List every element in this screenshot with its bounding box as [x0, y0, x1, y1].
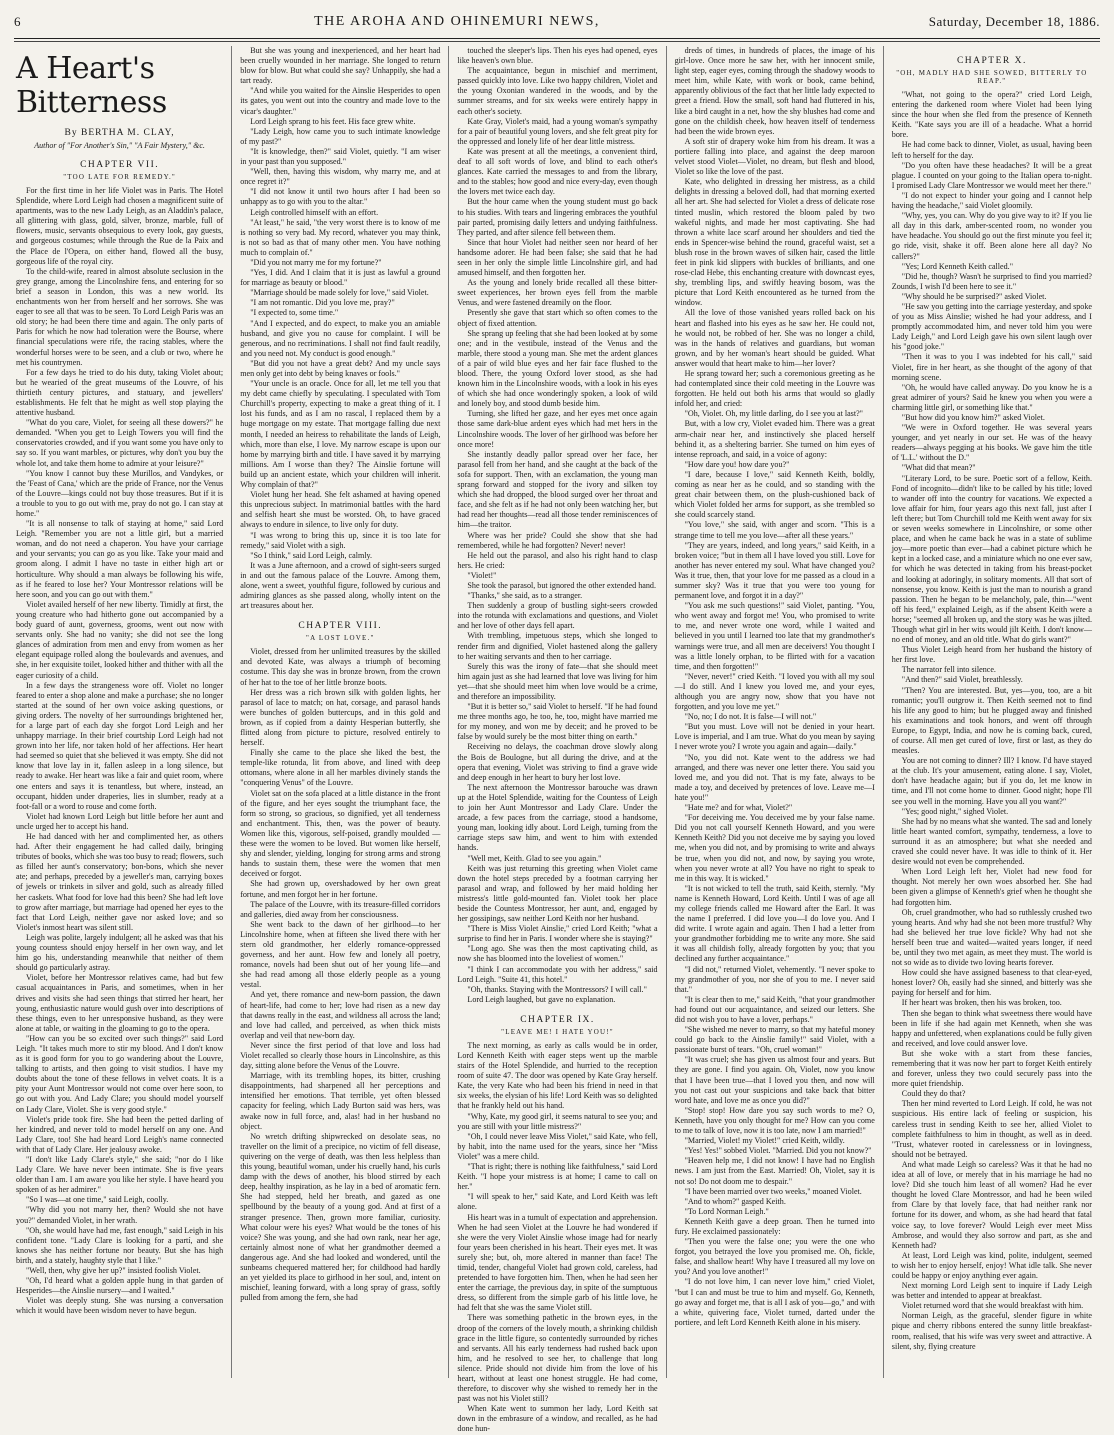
paragraph: But she was young and inexperienced, and her heart had been cruelly wounded in her marriage. She longed to return blow for blow. But what could she say? Unhappily, she had a tart ready.: [240, 46, 441, 86]
paragraph: Violet had known Lord Leigh but little before her aunt and uncle urged her to accept his hand.: [16, 811, 224, 831]
paragraph: "But did you not have a great debt? And my uncle says men only get into debt by being knaves or fools.": [240, 358, 441, 378]
paragraph: "Marriage should be made solely for love," said Violet.: [250, 288, 429, 298]
paragraph: "Well, then, why give her up?" insisted foolish Violet.: [26, 1266, 201, 1276]
paragraph: "Oh, thanks. Staying with the Montressors? I will call.": [467, 984, 647, 994]
paragraph: Lord Leigh sprang to his feet. His face grew white.: [250, 116, 416, 126]
column-2: [231, 46, 448, 1378]
column-2-text-a: [240, 46, 440, 611]
paragraph: "At least," he said, "the very worst there is to know of me is nothing so very bad. My record, whatever you may think, is not so bad as that of many other men. You have nothing much to complain of.": [240, 217, 441, 257]
paragraph: "Yes; good night," sighed Violet.: [901, 806, 1009, 816]
paragraph: But she woke with a start from these fancies, remembering that it was now her part to forget Keith entirely and forever, unless they two could securely pass into the more quiet friendship.: [891, 1048, 1092, 1089]
paragraph: "There is Miss Violet Ainslie," cried Lord Keith; "what a surprise to find her in Paris. I wonder where she is staying?": [457, 924, 658, 944]
paragraph: "You ask me such questions!" said Violet, panting. "You, who went away and forgot me! You, who promised to write to me, and never wrote one word, while I waited and believed in you until I learned too late that my grandmother's warnings were true, and all men are deceivers! You thought I was a little lonely orphan, to be flirted with for a vacation time, and then forgotten!": [674, 601, 875, 671]
paragraph: "I think I can accommodate you with her address," said Lord Leigh. "Suite 41, this hotel.": [457, 964, 658, 984]
paragraph: No wretch drifting shipwrecked on desolate seas, no traveller on the limit of a precipice, no victim of fell disease, quivering on the verge of death, was then less helpless than this young, beautiful woman, under his cruelly hand, his curls damp with the dews of another, his blood stirred by each deep, healthy inspiration, as he lay in a bed of aromatic fern. She had stepped, held her breath, and gazed as one spellbound by the beauty of a young god. And at first of a stranger presence. Then, grown more familiar, curiosity. What colour were his eyes? What would be the tones of his voice? She was young, and she had own rank, near her age, certainly almost none of what her grandmother deemed a dangerous age. And she had looked and wondered, until the sunbeams chequered mattered her; for childhood had hardly an yet yielded its place to girlhood in her soul, and, intent on mischief, leaning forward, with a long spray of grass, softly pulled from among the fern, she had: [240, 1131, 441, 1303]
paragraph: "But you must. Love will not be denied in your heart. Love is imperial, and I am true. What do you mean by saying I never wrote you? I wrote you again and again—daily.": [674, 722, 875, 752]
paragraph: "What, not going to the opera?" cried Lord Leigh, entering the darkened room where Violet had been lying since the hour when she fled from the presence of Kenneth Keith. "Kate says you are ill of a headache. What a horrid bore.: [891, 90, 1092, 140]
byline: By BERTHA M. CLAY,: [64, 128, 175, 138]
paragraph: Violet, before her Montressor relatives came, had but few casual acquaintances in Paris, and sometimes, when in her drives and visits she had seen things that stirred her heart, her young, enthusiastic nature would gush over into descriptions of these things, even to her unresponsive husband, as they were alone at table, or waiting in the gloaming to go to the opera.: [16, 973, 224, 1033]
paragraph: "And while you waited for the Ainslie Hesperides to open its gates, you went out into the country and made love to the vicar's daughter.": [240, 86, 441, 116]
paragraph: "Oh, she would have had me, fast enough," said Leigh in his confident tone. "Lady Clare is looking for a partí, and she knows she has neither fortune nor beauty. But she has high birth, and a stately, haughty style that I like.": [16, 1225, 224, 1265]
paragraph: "No, no; I do not. It is false—I will not.": [684, 712, 817, 722]
paragraph: When Lord Leigh left her, Violet had new food for thought. Not merely her own woes absorbed her. She had been given a glimpse of Kenneth's grief when he thought she had forgotten him.: [891, 867, 1092, 907]
paragraph: "What did that mean?": [901, 463, 976, 473]
paragraph: There was something pathetic in the brown eyes, in the droop of the corners of the lovely mouth, a shrinking childish grace in the little figure, so contentedly surrounded by riches and servants. All his early tenderness had rushed back upon him, and he resolved to see her, to challenge that long silence. Pride should not divide him from the love of his heart, without at least one honest struggle. He had come, therefore, to discover why she wished to remedy her in the past was not his Violet still?: [457, 1313, 658, 1404]
paragraph: He sprang toward her; such a coremonious greeting as he had contemplated since their cold meeting in the Louvre was forgotten. He held out both his arms that would so gladly infold her, and cried:: [674, 369, 875, 409]
paragraph: "It is not wicked to tell the truth, said Keith, sternly. "My name is Kenneth Howard, Lord Keith. Until I was of age all my college friends called me Howard after the Earl. It was the name I preferred. I did love you—I do love you. And I did write. I wrote again and again. Then I had a letter from your grandmother forbidding me to write any more. She said it was all childish folly, already forgotten by you; that you declined any further acquaintance.": [674, 883, 875, 964]
paragraph: Since that hour Violet had neither seen nor heard of her handsome adorer. He had been false; she said that he had seen in her only the simple little Lincolnshire girl, and had amused himself, and then forgotten her.: [457, 237, 658, 278]
paragraph: Presently she gave that start which so often comes to the object of fixed attention.: [457, 308, 658, 328]
paragraph: She had grown up, overshadowed by her own great fortune, and men forgot her in her fortune.: [240, 879, 441, 899]
paragraph: "I do not expect to hinder your going and I cannot help having the headache," said Violet gloomily.: [891, 190, 1092, 211]
paragraph: Lord Leigh laughed, but gave no explanation.: [467, 994, 616, 1004]
paragraph: The narrator fell into silence.: [901, 665, 996, 675]
paragraph: Thus Violet Leigh heard from her husband the history of her first love.: [891, 645, 1092, 665]
paragraph: "No, you did not. Kate went to the address we had arranged, and there was never one letter there. You said you loved me, and you did not. That is my fate, always to be made a toy, and deceived by pretences of love. Leave me—I hate you!": [674, 752, 875, 802]
paragraph: "Then you were the false one; you were the one who forgot, you betrayed the love you promised me. Oh, fickle, false, and shallow heart! Why have I treasured all my love on you? And you love another!": [674, 1237, 875, 1277]
paragraph: Marriage, with its trembling hopes, its bitter, crushing disappointments, had sharpened all her perceptions and intensified her emotions. That terrible, yet often blessed capacity for feeling, which Lady Burton said was hers, was awake now in full force, and, alas! had in her husband no object.: [240, 1071, 441, 1131]
paragraph: "How can you be so excited over such things?" said Lord Leigh. "It takes much more to stir my blood. And I don't know as it is good form for you to go wandering about the Louvre, talking to artists, and then going to visit studios. I have my doubts about the tone of these fellows in velvet coats. It is a pity your Aunt Montressor would not come over here soon, to go out with you. And Lady Clare; you should model yourself on Lady Clare, Violet. She is very good style.": [16, 1033, 224, 1114]
paragraph: She instantly deadly pallor spread over her face, her parasol fell from her hand, and she caught at the back of the sofa for support. Then, with an exclamation, the young man sprang forward and stopped for the ivory and silken toy which she had dropped, the blood surged over her throat and face, and she felt as if he had not only been watching her, but had read her thoughts—read all those tender reminiscences of him—the traitor.: [457, 449, 658, 530]
paragraph: She had by no means what she wanted. The sad and lonely little heart wanted comfort, sympathy, tenderness, a love to surround it as an atmosphere; but what she needed and craved she could never have. It was idle to think of it. Her desire would not even be comprehended.: [891, 816, 1092, 867]
header-rule-thin: [14, 41, 1100, 42]
paragraph: But the hour came when the young student must go back to his studies. With tears and lingering embraces the youthful pair parted, promising daily letters and undying faithfulness. They parted, and after silence fell between them.: [457, 197, 658, 237]
paragraph: Violet, dressed from her unlimited treasures by the skilled and devoted Kate, was always a triumph of becoming costume. This day she was in bronze brown, from the crown of her hat to the toe of her little bronze boots.: [240, 647, 441, 687]
paragraph: He held out the parasol, and also his right hand to clasp hers. He cried:: [457, 550, 658, 570]
paragraph: But, with a low cry, Violet evaded him. There was a great arm-chair near her, and instinctively she placed herself behind it, as a sheltering barrier. She turned on him eyes of intense reproach, and said, in a voice of agony:: [674, 419, 875, 459]
paragraph: "Yes! Yes!" sobbed Violet. "Married. Did you not know?": [684, 1146, 872, 1156]
paragraph: If her heart was broken, then his was broken, too.: [901, 998, 1062, 1008]
paragraph: "I don't like Lady Clare's style," she said; "nor do I like Lady Clare. We have never been intimate. She is five years older than I am. I am aware you like her style. I have heard you spoken of as her admirer.": [16, 1155, 224, 1195]
paragraph: Leigh was polite, largely indulgent; all he asked was that his young countess should enjoy herself in her own way, and let him go his, understanding meanwhile that neither of them should go particularly astray.: [16, 932, 224, 973]
paragraph: "Lady Leigh, how came you to such intimate knowledge of my past?": [240, 126, 441, 146]
page-number: 6: [14, 14, 21, 29]
paragraph: "It is knowledge, then?" said Violet, quietly. "I am wiser in your past than you supposed.": [240, 146, 441, 167]
column-4-text: [675, 46, 875, 1328]
paragraph: dreds of times, in hundreds of places, the image of his girl-love. Once more he saw her, with her innocent smile, light step, eager eyes, coming through the shadowy woods to meet him, while Kate, with work or book, came behind, apparently oblivious of the fact that her little lady expected to greet a friend. How the small, soft hand had fluttered in his, like a bird caught in a net, how the shy blushes had come and gone on the childish cheek, how heaven itself of tenderness had been the wide brown eyes.: [674, 46, 875, 136]
chapter-subtitle: "A LOST LOVE.": [306, 634, 375, 643]
paragraph: You are not coming to dinner? Ill? I know. I'd have stayed at the club. It's your amusement, eating alone. I say, Violet, don't have headache again; but if you do, let me know in time, and I'll not come home to dinner. Good night; hope I'll see you well in the morning. Have you all you want?": [891, 756, 1092, 806]
paragraph: Keith was just returning this greeting when Violet came down the hotel steps preceded by a footman carrying her parasol and wrap, and followed by her maid holding her mistress's little gold-mounted fan. Violet took her place beside the Countess Montressor, her aunt, and, engaged by her gossipings, saw neither Lord Keith nor her husband.: [457, 863, 658, 924]
paragraph: The acquaintance, begun in mischief and merriment, passed quickly into love. Like two happy children, Violet and the young Oxonian wandered in the woods, and by the summer streams, and for six weeks were entirely happy in each other's society.: [457, 66, 658, 116]
paragraph: With trembling, impetuous steps, which she longed to render firm and dignified, Violet hastened along the gallery to her waiting servants and then to her carriage.: [457, 631, 658, 661]
chapter-subtitle: "OH, MADLY HAD SHE SOWED, BITTERLY TO REAP.": [896, 69, 1088, 85]
column-1-text: [16, 186, 223, 1317]
paragraph: The next afternoon the Montressor barouche was drawn up at the Hotel Splendide, waiting for the Countess of Leigh to join her Aunt Montressor and Lady Clare. Under the arcade, a few paces from the carriage, stood a handsome, young man, looking idly about. Lord Leigh, turning from the carriage steps saw him, and went to him with extended hands.: [457, 782, 658, 853]
paragraph: "Do you often have these headaches? It will be a great plague. I counted on your going to the Italian opera to-night. I promised Lady Clare Montressor we would meet her there.": [891, 160, 1092, 190]
paragraph: For the first time in her life Violet was in Paris. The Hotel Splendide, where Lord Leigh had chosen a magnificent suite of apartments, was to the new Lady Leigh, as an Aladdin's palace, all glittering with glass, gold, silver, bronze, marble, full of flowers, music, servants obsequious to every look, gay guests, and gorgeous costumes; while through the Rue de la Paix and the Place de l'Opera, on either hand, flowed all the busy, gorgeous life of the royal city.: [16, 186, 224, 266]
paragraph: "Then? You are interested. But, yes—you, too, are a bit romantic; you'll outgrow it. Then Keith seemed not to find his life any good to him; but he plugged away and finished his examinations and took honors, and went off through Europe, to Egypt, India, and now he is coming back, cured, of course. All men get cured of love, first or last, as they do measles.: [891, 685, 1092, 756]
paragraph: "That is right; there is nothing like faithfulness," said Lord Keith. "I hope your mistress is at home; I came to call on her.": [457, 1162, 658, 1192]
paragraph: Receiving no delays, the coachman drove slowly along the Bois de Boulogne, but all during the drive, and at the opera that evening, Violet was striving to find a grave wide and deep enough in her heart to bury her lost love.: [457, 742, 658, 782]
paragraph: "Why, Kate, my good girl, it seems natural to see you; and you are still with your little mistress?": [457, 1111, 658, 1131]
issue-date: Saturday, December 18, 1886.: [928, 14, 1100, 29]
paragraph: "Well, then, having this wisdom, why marry me, and at once regret it?": [240, 167, 441, 187]
paragraph: His heart was in a tumult of expectation and apprehension. When he had seen Violet at the Louvre he had wondered if she were the very Violet Ainslie whose image had for nearly four years been cherished in his heart. Their eyes met. It was surely she; but, oh, more altered in manner than face! The timid, tender, changeful Violet had grown cold, careless, had pretended to have forgotten him. Then, when he had seen her enter the carriage, the previous day, in spite of the sumptuous dress, so different from the simple garb of his little love, he had felt that she was the same Violet still.: [457, 1212, 658, 1313]
paragraph: "I do not love him, I can never love him," cried Violet, "but I can and must be true to him and myself. Go, Kenneth, go away and forget me, that is all I ask of you—go," and with a white, quivering face, Violet turned, darted under the portiere, and left Lord Kenneth Keith alone in his misery.: [674, 1277, 875, 1327]
chapter-heading: CHAPTER IX.: [520, 1014, 595, 1025]
paragraph: "And to whom?" gasped Keith.: [684, 1196, 786, 1206]
masthead: [14, 10, 1100, 34]
paragraph: "And I expected, and do expect, to make you an amiable husband, and give you no cause for complaint. I will be generous, and no recriminations. I shall not find fault readily, and you need not. My conduct is good enough.": [240, 318, 441, 358]
paragraph: "I will speak to her," said Kate, and Lord Keith was left alone.: [457, 1192, 658, 1212]
paragraph: Violet availed herself of her new liberty. Timidly at first, the young creature who had hitherto gone out accompanied by a body guard of aunt, governess, grooms, went out now with servants only. She had no vanity; she did not see the long glances of admiration from men and envy from women as her elegant equipage rolled along the boulevards and avenues, and she, in her exquisite toilet, looked hither and thither with all the eager curiosity of a child.: [16, 599, 224, 680]
paragraph: He had come back to dinner, Violet, as usual, having been left to herself for the day.: [891, 140, 1092, 160]
columns: [14, 46, 1100, 1434]
paragraph: "To Lord Norman Leigh.": [684, 1206, 769, 1216]
paragraph: "I am not romantic. Did you love me, pray?": [250, 298, 395, 308]
paragraph: Her dress was a rich brown silk with golden lights, her parasol of lace to match; on hat, corsage, and parasol hands were bunches of golden buttercups, and in this gold and brown, as if copied from a dainty Hesperian butterfly, she flitted along from picture to picture, resolved entirely to herself.: [240, 687, 441, 748]
paragraph: It was a June afternoon, and a crowd of sight-seers surged in and out the famous palace of the Louvre. Among them, alone, went a sweet, youthful figure, followed by curious and admiring glances as she passed along, wholly intent on the art treasures about her.: [240, 560, 441, 611]
paragraph: Kate was present at all the meetings, a convenient third, deaf to all soft words of love, and blind to each other's glances. Kate carried the messages to and from the library, and to the stables; how good and nice every-day, even though the lovers met twice each day.: [457, 146, 658, 197]
paragraph: "They are years, indeed, and long years," said Keith, in a broken voice; "but in them all I have loved you still. Love for another has never entered my soul. What have changed you? Was it true, then, that your love for me passed as a cloud in a summer sky? Was it true that you were too young for permanent love, and forgot it in a day?": [674, 540, 875, 601]
paragraph: "We were in Oxford together. He was several years younger, and yet nearly in our set. He was of the heavy readers—always pegging at his books. We gave him the title of 'L.L.' without the D.": [891, 423, 1092, 463]
paragraph: When Kate went to summon her lady, Lord Keith sat down in the embrasure of a window, and recalled, as he had done hun-: [457, 1404, 658, 1434]
paragraph: "For deceiving me. You deceived me by your false name. Did you not call yourself Kenneth Howard, and you were Kenneth Keith? Did you not deceive me by saying you loved me, when you did not, and by promising to write and always be true, when you did not, and now, by saying you wrote, when you never wrote at all? You have no right to speak to me in this way. It is wicked.": [674, 813, 875, 883]
author-works: Author of "For Another's Sin," "A Fair Mystery," &c.: [34, 141, 205, 150]
column-3-text-b: [457, 1041, 657, 1435]
paragraph: The next morning, as early as calls would be in order, Lord Kenneth Keith with eager steps went up the marble stairs of the Hotel Splendide, and hurried to the reception room of suite 47. The door was opened by Kate Gray herself. Kate, the very Kate who had been his friend in need in that six weeks, the elysian of his life! Lord Keith was so delighted that he frankly held out his hand.: [457, 1040, 658, 1111]
paragraph: For a few days he tried to do his duty, taking Violet about; but he wearied of the great museums of the Louvre, of his thirtieth century pictures, and statuary, and jewellers' establishments. He felt that he might as well stop playing the attentive husband.: [16, 367, 224, 418]
paragraph: "He saw you getting into the carriage yesterday, and spoke of you as Miss Ainslie; wished he had your address, and I promptly accommodated him, and never told him you were Lady Leigh," and Lord Leigh gave his own silent laugh over his "good joke.": [891, 301, 1092, 352]
paragraph: "You love," she said, with anger and scorn. "This is a strange time to tell me you love—after all these years.": [674, 520, 875, 540]
paragraph: "I was wrong to bring this up, since it is too late for remedy," said Violet with a sigh.: [240, 530, 441, 550]
paragraph: "So I think," said Lord Leigh, calmly.: [250, 550, 373, 560]
paragraph: Kate Gray, Violet's maid, had a young woman's sympathy for a pair of beautiful young lovers, and she felt great pity for the oppressed and lonely life of her dear little mistress.: [457, 116, 658, 146]
paragraph: "Violet!": [467, 570, 497, 580]
paragraph: At least, Lord Leigh was kind, polite, indulgent, seemed to wish her to enjoy herself, enjoy! What idle talk. She never could be happy or enjoy anything ever again.: [891, 1250, 1092, 1280]
paragraph: "Yes; Lord Kenneth Keith called.": [901, 261, 1014, 271]
paragraph: "Well met, Keith. Glad to see you again.": [467, 853, 602, 863]
paragraph: "Long ago. She was then the most captivating child, as now she has bloomed into the loveliest of women.": [457, 944, 658, 964]
paragraph: "Yes, I did. And I claim that it is just as lawful a ground for marriage as beauty or blood.": [240, 268, 441, 288]
chapter-subtitle: "LEAVE ME! I HATE YOU!": [501, 1027, 614, 1036]
paragraph: Violet's pride took fire. She had been the petted darling of her kindred, and never told to model herself on any one. And Lady Clare, too! She had heard Lord Leigh's name connected with that of Lady Clare. Her jealousy awoke.: [16, 1114, 224, 1154]
paragraph: "Stop! stop! How dare you say such words to me? O, Kenneth, have you only thought for me? How can you come to me to talk of love, now it is too late, now I am married!": [674, 1105, 875, 1136]
paragraph: All the love of those vanished years rolled back on his heart and flashed into his eyes as he saw her. He could not, he would not, be robbed of her. She was no longer a child, was in the hands of relatives and guardians, but woman grown, and by her woman's heart should be guided. What answer would that heart make to him—her lover?: [674, 308, 875, 368]
paragraph: Leigh controlled himself with an effort.: [250, 207, 379, 217]
paragraph: "You know I cannot buy these Murillos, and Vandykes, or the 'Feast of Cana,' which are the pride of France, nor the Venus of the Louvre—kings could not buy those treasures. But if it is a trouble to you to go out with me, pray do not go. I can stay at home.": [16, 468, 224, 518]
paragraph: "Oh, I'd heard what a golden apple hung in that garden of Hesperides—the Ainslie nursery—and I waited.": [16, 1276, 224, 1296]
paragraph: Surely this was the irony of fate—that she should meet him again just as she had learned that love was living for him yet—that she should meet him when love would be a crime, and therefore an impossibility.: [457, 661, 658, 701]
newspaper-title: THE AROHA AND OHINEMURI NEWS,: [314, 14, 600, 29]
paragraph: "I dare, because I love," said Kenneth Keith, boldly, coming as near her as he could, and so standing with the great chair between them, on the plush-cushioned back of which Violet folded her arms for support, as she trembled so she could scarcely stand.: [674, 469, 875, 520]
paragraph: How could she have assigned baseness to that clear-eyed, honest lover? Oh, easily had she sinned, and bitterly was she paying for herself and for him.: [891, 968, 1092, 998]
paragraph: "Did you not marry me for my fortune?": [250, 257, 382, 267]
paragraph: "But it is better so," said Violet to herself. "If he had found me three months ago, he too, he, too, might have married me for my money, and won me by deceit; and he proved to be false by would surely be the most bitter thing on earth.": [457, 702, 658, 742]
paragraph: "Oh, he would have called anyway. Do you know he is a great admirer of yours? Said he knew you when you were a charming little girl, or something like that.": [891, 382, 1092, 412]
paragraph: "Why should he be surprised?" asked Violet.: [901, 291, 1047, 301]
column-1: [14, 46, 231, 1378]
column-3: [448, 46, 665, 1434]
paragraph: "And then?" said Violet, breathlessly.: [901, 675, 1023, 685]
paragraph: As the young and lonely bride recalled all these bitter-sweet experiences, her brown eyes fell from the marble Venus, and were fastened dreamily on the floor.: [457, 278, 658, 308]
paragraph: In a few days the strangeness wore off. Violet no longer feared to enter a shop alone and make a purchase; she no longer started at the sound of her own voice asking questions, or giving orders. The novelty of her surroundings brightened her, for a large part of each day she forgot Lord Leigh and her unhappy marriage. In their brief courtship Lord Leigh had not grown into her life, nor taken hold of her affections. Her heart had seemed so quiet that she believed it was empty. She did not know that love lay in it, fallen asleep in a long silence, but ready to awake. Her heart was like a fair and quiet room, where one enters and says it is tenantless, but where, instead, an occupant, hidden under draperies, lies in slumber, ready at a foot-fall or a word to rouse and come forth.: [16, 680, 224, 811]
story-title: A Heart's Bitterness: [16, 51, 167, 120]
paragraph: And yet, there romance and new-born passion, the dawn of heart-life, had come to her; love had risen as a new day that dawns really in the east, and wildness all across the land; and love had called, and perceived, as when thick mists overlap and veil that new-born day.: [240, 990, 441, 1040]
paragraph: Then she began to think what sweetness there would have been in life if she had again met Kenneth, when she was happy and unfettered, when explanations could be fully given and received, and love could answer love.: [891, 1008, 1092, 1048]
paragraph: "It was cruel; she has given us almost four and years. But they are gone. I find you again. Oh, Violet, now you know that I have been true—that I loved you then, and now will you not cast out your suspicions and take back that bitter word hate, and love me as once you did?": [674, 1055, 875, 1105]
paragraph: Finally she came to the place she liked the best, the temple-like rotunda, lit from above, and lined with deep ottomans, where alone in all her marbles divinely stands the "conquering Venus" of the Louvre.: [240, 748, 441, 788]
paragraph: "How dare you! how dare you?": [684, 459, 790, 469]
column-5-text: [892, 90, 1092, 1352]
paragraph: He had danced with her and complimented her, as others had. After their engagement he had called daily, bringing tributes of books, which she was too busy to read; flowers, such as filled her aunt's conservatory; bon-bons, which she never ate; and perhaps, preceded by a jeweller's man, carrying boxes of jewels or trinkets in silver and gold, such as already filled her caskets. What food for love had this been? She had left love to grow after marriage, but marriage had opened her eyes to the fact that Lord Leigh, neither gave nor asked love; and so Violet's inmost heart was silent still.: [16, 832, 224, 932]
paragraph: Norman Leigh, as the graceful, slender figure in white pique and cherry ribbons entered the sunny little breakfast-room, realised, that his wife was very sweet and attractive. A silent, shy, flying creature: [891, 1311, 1092, 1351]
paragraph: "So I was—at one time," said Leigh, coolly.: [26, 1195, 169, 1205]
chapter-heading: CHAPTER VII.: [80, 160, 160, 170]
paragraph: "I have been married over two weeks," moaned Violet.: [684, 1186, 862, 1196]
chapter-subtitle: "TOO LATE FOR REMEDY.": [63, 173, 176, 181]
paragraph: "What do you care, Violet, for seeing all these dowers?" he demanded. "When you get to Leigh Towers you will find the conservatories crowded, and if you want some you have only to say so. If you want marbles, or pictures, why don't you buy the whole lot, and take them home to admire at your leisure?": [16, 418, 224, 468]
chapter-heading: CHAPTER X.: [956, 56, 1027, 66]
paragraph: "Why, yes, you can. Why do you give way to it? If you lie all day in this dark, amber-scented room, no wonder you have headache. You should go out the first minute you feel it; go ride, visit, shake it off. Been alone here all day? No callers?": [891, 211, 1092, 261]
paragraph: "Literary Lord, to be sure. Poetic sort of a fellow, Keith. Fond of incognito—didn't like to be called by his title; loved to wander off into the country for vacations. We expected a love affair for him, four years ago this next fall, just after I left there; but Tom Churchill told me Keith went away for six or seven weeks somewhere in Lincolnshire, or some other place, and when he came back he was in a state of sublime joy—more poetic than ever—had a cabinet picture which he kept in a locked case, and a miniature which no one ever saw, for which he was detected in taking from his breast-pocket and looking at adoringly, in solitary moments. All that sort of nonsense, you know. Keith is just the man to nourish a grand passion. Then he began to be melancholy, pale, thin—"went off his feed," explained Leigh, as if the absent Keith were a horse; "seemed all broken up, and the story was he was jilted. Though what girl in her wits would jilt Keith. I don't know—no end of money, and an old title. What do girls want?": [891, 473, 1092, 645]
column-5: [883, 46, 1100, 1378]
paragraph: Then her mind reverted to Lord Leigh. If cold, he was not suspicious. His entire lack of feeling or suspicion, his careless trust in sending Keith to see her, allied Violet to complete faithfulness to him in thought, as well as in deed. "Trust, whatever rooted in carelessness or in lovingness, should not be betrayed.: [891, 1099, 1092, 1159]
paragraph: "Oh, Violet. Oh, my little darling, do I see you at last?": [684, 409, 863, 419]
paragraph: Violet returned word that she would breakfast with him.: [901, 1301, 1084, 1311]
paragraph: Violet hung her head. She felt ashamed at having opened this unprecious subject. In matrimonial battles with the hard and selfish heart she must be worsted. Oh, to have graced always to endure in silence, to live only for duty.: [240, 490, 441, 530]
paragraph: Could they do that?: [901, 1089, 966, 1099]
paragraph: She took the parasol, but ignored the other extended hand.: [467, 580, 656, 590]
paragraph: She went back to the dawn of her girlhood—to her Lincolnshire home, when at fifteen she lived there with her stern old grandmother, her elderly romance-oppressed governess, and her aunt. How few and lonely all poetry, romance, novels had been shut out of her young life—and she had read among all those elderly people as a young vestal.: [240, 919, 441, 990]
column-2-text-b: [240, 647, 440, 1303]
paragraph: "Thanks," she said, as to a stranger.: [467, 591, 583, 601]
paragraph: Kate, who delighted in dressing her mistress, as a child delights in dressing a beloved doll, had that morning exerted all her art. She had selected for Violet a dress of delicate rose tinted muslin, which restored the bloom paled by two wakeful nights, and made her most captivating. She had thrown a white lace scarf around her shoulders and tied the ends in Spencer-wise behind the round, graceful waist, set a blush rose in the brown waves of silken hair, cased the little feet in pink kid slippers with buckles of brilliants, and one rose-clad Hebe, this enchanting creature with downcast eyes, shy, trembling lips, and swiftly heaving bosom, was the picture that Lord Keith encountered as he turned from the window.: [674, 177, 875, 308]
paragraph: Violet sat on the sofa placed at a little distance in the front of the figure, and her eyes sought the triumphant face, the form so strong, so gracious, so dignified, yet all tenderness and enchantment. This, then, was the power of beauty. Women like this, vigorous, self-poised, grandly moulded —these were the women to be loved. But women like herself, shy and slender, yielding, longing for strong arms and strong hands to sustain them, these were the women that men deceived or forgot.: [240, 788, 441, 879]
paragraph: Turning, she lifted her gaze, and her eyes met once again those same dark-blue ardent eyes which had met hers in the Lincolnshire woods. The lover of her girlhood was before her once more!: [457, 409, 658, 449]
paragraph: "But how did you know him?" asked Violet.: [901, 413, 1045, 422]
paragraph: Where was her pride? Could she show that she had remembered, while he had forgotten? Never! never!: [457, 530, 658, 550]
header-rule: [14, 38, 1100, 39]
paragraph: Never since the first period of that love and loss had Violet recalled so clearly those hours in Lincolnshire, as this day, sitting alone before the Venus of the Louvre.: [240, 1040, 441, 1071]
paragraph: Next morning Lord Leigh sent to inquire if Lady Leigh was better and intended to appear at breakfast.: [891, 1281, 1092, 1301]
paragraph: A soft stir of drapery woke him from his dream. It was a portiere falling into place, and against the deep maroon velvet stood Violet—Violet, no dream, but flesh and blood, Violet so like the love of the past.: [674, 136, 875, 177]
paragraph: "Your uncle is an oracle. Once for all, let me tell you that my debt came chiefly by speculating. I speculated with Tom Churchill's property, expecting to make a great thing of it. I lost his funds, and as I am no rascal, I replaced them by a huge mortgage on my estate. That mortgage falling due next month, I needed an heiress to rehabilitate the lands of Leigh, which, more than else, I love. My narrow escape is upon our home by marrying birth and title. I have saved it by marrying millions. Am I worse than they? The Ainslie fortune will build up an ancient estate, which your children will inherit. Why complain of that?": [240, 379, 441, 490]
paragraph: "I expected to, some time.": [250, 308, 339, 318]
paragraph: "Why did you not marry her, then? Would she not have you?" demanded Violet, in her wrath.: [16, 1205, 224, 1225]
paragraph: Oh, cruel grandmother, who had so ruthlessly crushed two young hearts. And why had she not been more trustful? Why had she believed her true love fickle? Why had not she herself been true and waited—waited years longer, if need be, until they two met again, as meet they must. The world is not so wide as to divide two loving hearts forever.: [891, 907, 1092, 968]
paragraph: "It is clear then to me," said Keith, "that your grandmother had found out our acquaintance, and seized our letters. She did not wish you to have a lover, perhaps.": [674, 994, 875, 1024]
paragraph: She sprang up feeling that she had been looked at by some one; and in the vestibule, instead of the Venus and the marble, there stood a young man. She met the ardent glances of a pair of wild blue eyes and her fair face flushed to the blood. There, the young Oxford lover stood, as she had known him in the Lincolnshire woods, with a look in his eyes of which she had once wonderingly spoken, a look of wild and lonely boy, and stood dumb beside him.: [457, 328, 658, 409]
paragraph: "Then it was to you I was indebted for his call," said Violet, fire in her heart, as she thought of the agony of that morning scene.: [891, 352, 1092, 382]
column-4: [666, 46, 883, 1378]
paragraph: To the child-wife, reared in almost absolute seclusion in the grey grange, among the Lincolnshire fens, and entering for so brief a season in London, this was a new world. Its enchantments won her from herself and her sorrows. She was eager to see all that was to be seen. To Lord Leigh Paris was an old story; he had been there time and again. The only parts of Paris for which he now had toleration were the Bourse, where financial speculations were rife, the racing stables, where the wonderful horses were to be seen, and a club or two, where he met his countrymen.: [16, 266, 224, 367]
paragraph: "It is all nonsense to talk of staying at home," said Lord Leigh. "Remember you are not a little girl, but a married woman, and do not need a chaperon. You have your carriage and your servants; you can go as you like. Take your maid and groom along. I admit I have no taste in either high art or horticulture. Why should a man always be following his wife, as if he feared to lose her? Your Montressor relations will be here soon, and you can go out with them.": [16, 519, 224, 599]
paragraph: "Did he, though? Wasn't he surprised to find you married? Zounds, I wish I'd been here to see it.": [891, 271, 1092, 291]
paragraph: The palace of the Louvre, with its treasure-filled corridors and galleries, died away from her consciousness.: [240, 899, 441, 919]
paragraph: touched the sleeper's lips. Then his eyes had opened, eyes like heaven's own blue.: [457, 46, 658, 66]
paragraph: "I did not know it until two hours after I had been so unhappy as to go with you to the altar.": [240, 187, 441, 207]
chapter-heading: CHAPTER VIII.: [298, 621, 383, 632]
paragraph: "Never, never!" cried Keith. "I loved you with all my soul—I do still. And I knew you loved me, and your eyes, although you are angry now, show that you have not forgotten, and you love me yet.": [674, 671, 875, 712]
paragraph: And what made Leigh so careless? Was it that he had no idea at all of love, or merely that in his marriage he had no love? Did she touch him least of all women? Had he ever thought he loved Clare Montressor, and had he been wiled from Clare by that lovely face, that had neither rank nor fortune for its dower, and whom, as she had heard that fatal voice say, to love forever? Would Leigh ever meet Miss Ambrose, and would they also sorrow and part, as she and Kenneth had?: [891, 1159, 1092, 1250]
paragraph: "Heaven help me, I did not know! I have had no English news. I am just from the East. Married! Oh, Violet, say it is not so! Do not doom me to despair.": [674, 1156, 875, 1186]
paragraph: "Married, Violet! my Violet!" cried Keith, wildly.: [684, 1136, 845, 1146]
paragraph: Violet was deeply stung. She was nursing a conversation which it would have been wisdom never to have begun.: [16, 1296, 224, 1316]
column-3-text-a: [457, 46, 657, 1005]
paragraph: Kenneth Keith gave a deep groan. Then he turned into fury. He exclaimed passionately:: [674, 1216, 875, 1236]
paragraph: "She wished me never to marry, so that my hateful money could go back to the Ainslie family!" said Violet, with a passionate burst of tears. "Oh, cruel woman!": [674, 1025, 875, 1055]
paragraph: "I did not," returned Violet, vehemently. "I never spoke to my grandmother of you, nor she of you to me. I never said that.": [674, 964, 875, 994]
paragraph: "Hate me? and for what, Violet?": [684, 803, 793, 813]
paragraph: Then suddenly a group of bustling sight-seers crowded into the rotunda with exclamations and questions, and Violet and her love of other days fell apart.: [457, 601, 658, 631]
paragraph: "Oh, I could never leave Miss Violet," said Kate, who fell, by habit, into the name used for the years, since her "Miss Violet" was a mere child.: [457, 1131, 658, 1161]
